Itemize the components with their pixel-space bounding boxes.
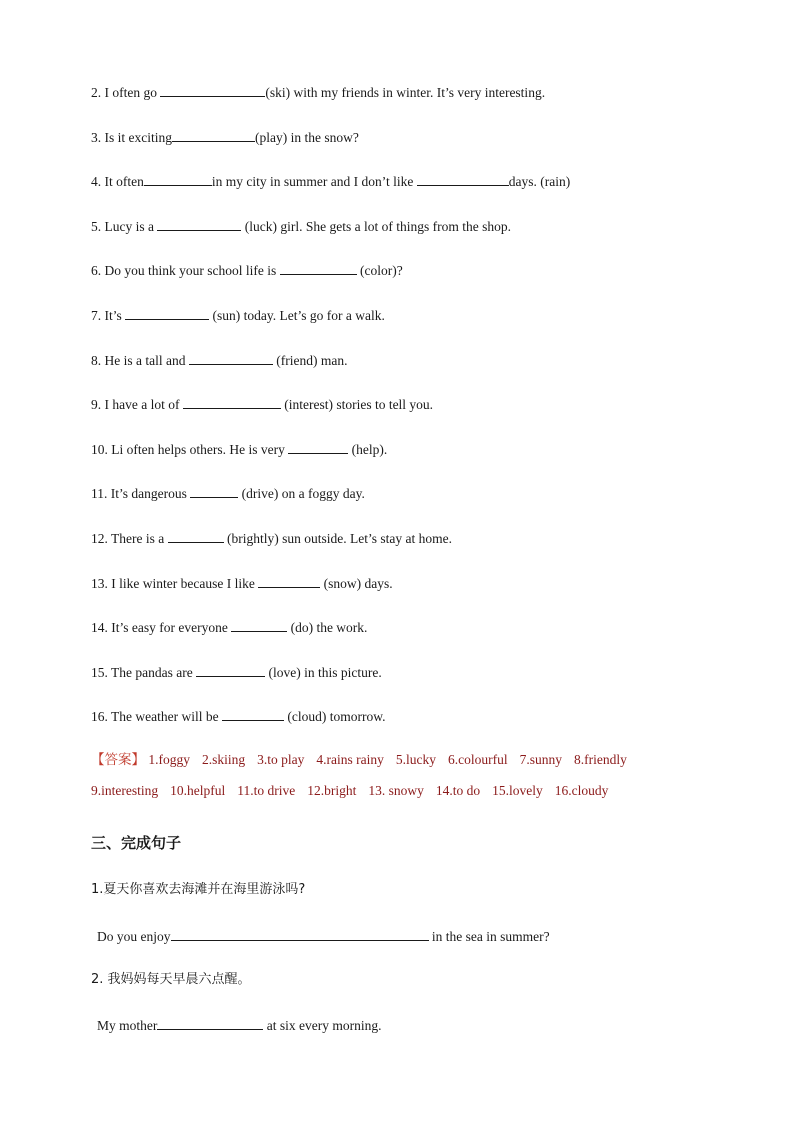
- answer-blank[interactable]: [168, 529, 224, 543]
- answer-blank[interactable]: [183, 395, 281, 409]
- answer-item: 16.cloudy: [554, 783, 609, 798]
- sentence-2-chinese: 2. 我妈妈每天早晨六点醒。: [91, 972, 251, 987]
- answer-blank[interactable]: [190, 484, 238, 498]
- answer-blank[interactable]: [288, 440, 348, 454]
- answer-blank[interactable]: [196, 663, 265, 677]
- answer-item: 15.lovely: [492, 783, 543, 798]
- answer-item: 11.to drive: [237, 783, 296, 798]
- sentence-1-chinese: 1.夏天你喜欢去海滩并在海里游泳吗?: [91, 882, 306, 897]
- answer-blank[interactable]: [171, 927, 429, 941]
- question-line: 7. It’s (sun) today. Let’s go for a walk.: [91, 308, 385, 323]
- answer-blank[interactable]: [189, 351, 273, 365]
- question-line: 12. There is a (brightly) sun outside. Let’s stay at home.: [91, 531, 452, 546]
- question-line: 15. The pandas are (love) in this picture.: [91, 665, 382, 680]
- question-line: 2. I often go (ski) with my friends in winter. It’s very interesting.: [91, 85, 546, 100]
- answer-item: 12.bright: [307, 783, 357, 798]
- sentence-1-english: Do you enjoy in the sea in summer?: [97, 929, 550, 944]
- answer-item: 5.lucky: [395, 752, 436, 767]
- sentence-2-english: My mother at six every morning.: [97, 1018, 382, 1033]
- answer-blank[interactable]: [231, 618, 287, 632]
- answer-blank[interactable]: [222, 707, 284, 721]
- answer-blank[interactable]: [157, 1016, 263, 1030]
- section-3-heading: 三、完成句子: [91, 834, 182, 852]
- question-line: 3. Is it exciting (play) in the snow?: [91, 130, 359, 145]
- answer-item: 14.to do: [435, 783, 481, 798]
- question-line: 14. It’s easy for everyone (do) the work.: [91, 620, 368, 635]
- question-line: 5. Lucy is a (luck) girl. She gets a lot of things from the shop.: [91, 219, 511, 234]
- answer-blank[interactable]: [258, 574, 320, 588]
- answer-item: 3.to play: [257, 752, 305, 767]
- answer-blank[interactable]: [417, 172, 509, 186]
- answer-item: 13. snowy: [368, 783, 424, 798]
- answer-item: 2.skiing: [202, 752, 246, 767]
- answer-item: 4.rains rainy: [316, 752, 384, 767]
- question-line: 6. Do you think your school life is (color)?: [91, 263, 403, 278]
- answer-blank[interactable]: [144, 172, 212, 186]
- question-line: 8. He is a tall and (friend) man.: [91, 353, 348, 368]
- question-line: 16. The weather will be (cloud) tomorrow.: [91, 709, 386, 724]
- answer-blank[interactable]: [160, 83, 265, 97]
- answer-item: 6.colourful: [448, 752, 508, 767]
- question-line: 10. Li often helps others. He is very (help).: [91, 442, 388, 457]
- answer-tag: 【答案】: [91, 752, 145, 767]
- answer-blank[interactable]: [157, 217, 241, 231]
- question-line: 11. It’s dangerous (drive) on a foggy day.: [91, 486, 365, 501]
- answer-item: 8.friendly: [574, 752, 627, 767]
- answer-blank[interactable]: [172, 128, 255, 142]
- question-line: 4. It often in my city in summer and I don’t like days. (rain): [91, 174, 571, 189]
- question-line: 13. I like winter because I like (snow) days.: [91, 576, 393, 591]
- answer-item: 1.foggy: [148, 752, 190, 767]
- answer-blank[interactable]: [125, 306, 209, 320]
- answer-line-2: [91, 782, 620, 800]
- answer-item: 7.sunny: [519, 752, 563, 767]
- answer-item: 10.helpful: [170, 783, 226, 798]
- question-line: 9. I have a lot of (interest) stories to tell you.: [91, 397, 434, 412]
- answer-blank[interactable]: [280, 261, 357, 275]
- answer-line-1: [91, 751, 639, 769]
- answer-item: 9.interesting: [91, 783, 159, 798]
